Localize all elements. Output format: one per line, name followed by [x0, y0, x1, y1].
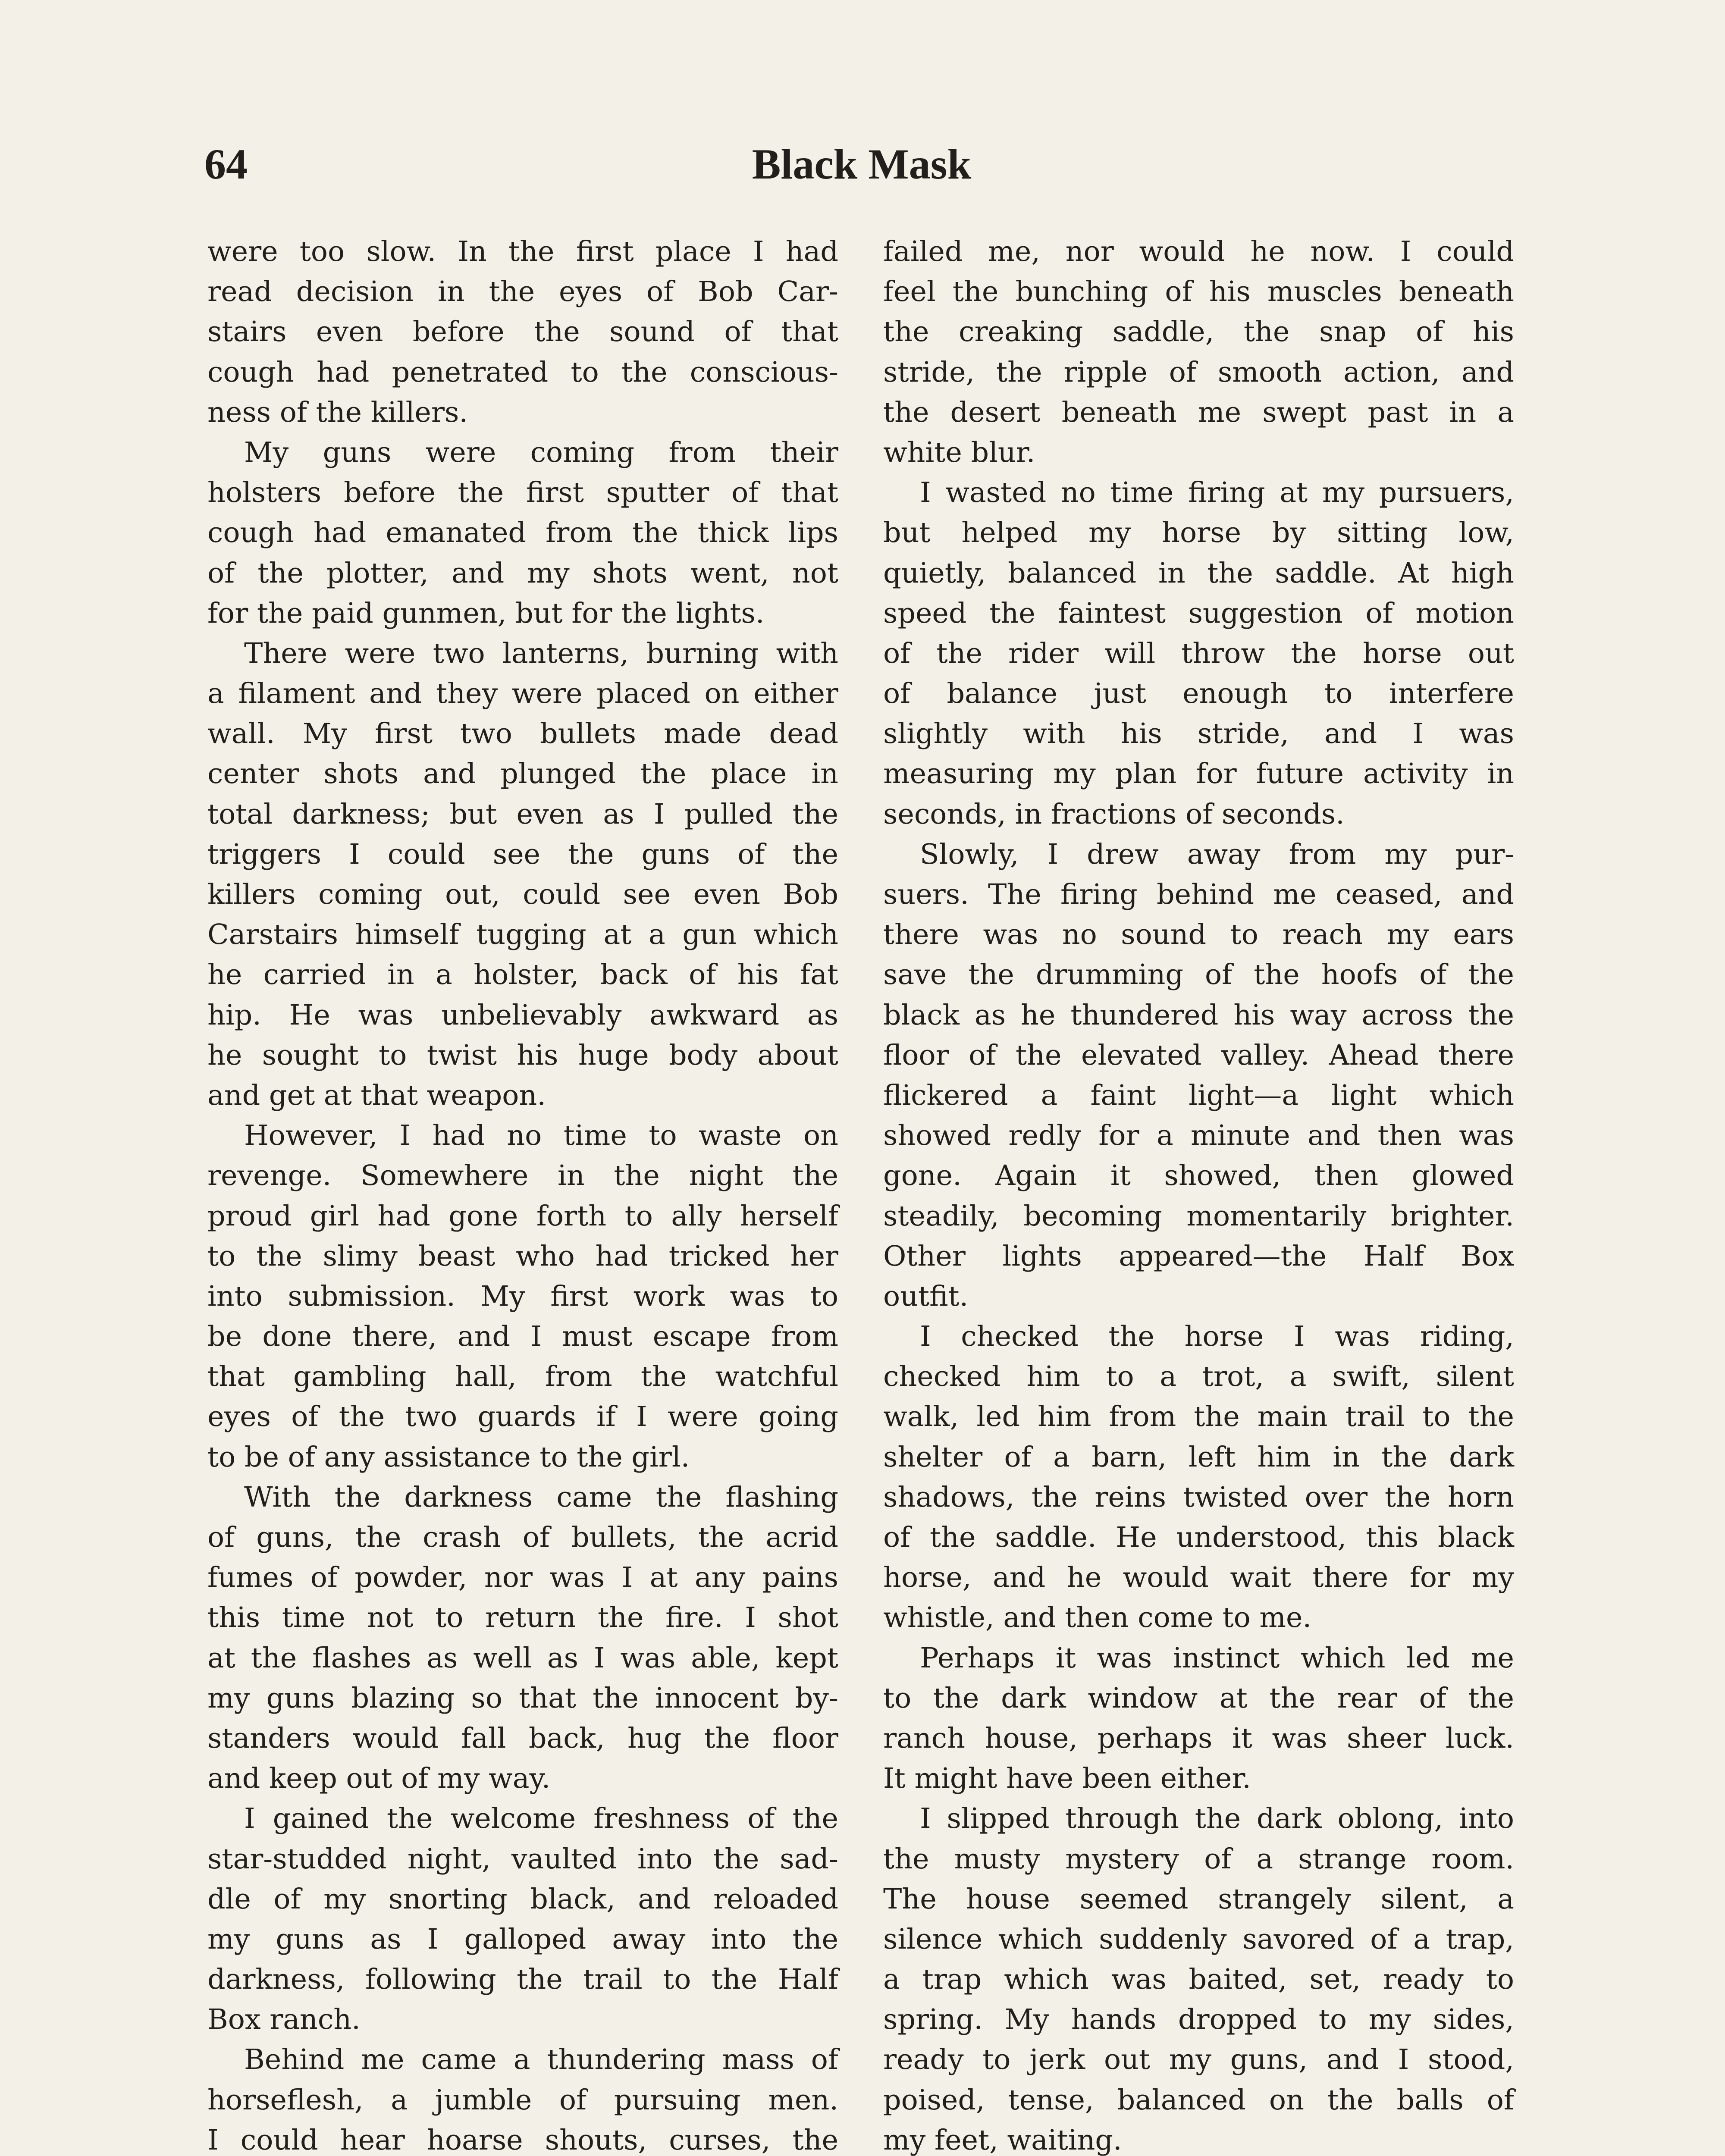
text-line: were too slow. In the first place I had: [207, 235, 838, 268]
paragraph: [207, 1477, 838, 1799]
text-line: I slipped through the dark oblong, into: [920, 1802, 1514, 1835]
text-line: read decision in the eyes of Bob Car-: [207, 276, 838, 308]
text-line: cough had penetrated to the conscious-: [207, 356, 838, 389]
paragraph: [207, 2040, 838, 2156]
text-line: suers. The firing behind me ceased, and: [883, 878, 1514, 911]
text-line: but helped my horse by sitting low,: [883, 517, 1514, 549]
text-line: triggers I could see the guns of the: [207, 838, 838, 871]
text-line: walk, led him from the main trail to the: [883, 1401, 1514, 1433]
text-line: poised, tense, balanced on the balls of: [883, 2084, 1514, 2116]
text-line: hip. He was unbelievably awkward as: [207, 999, 838, 1031]
text-line: I checked the horse I was riding,: [920, 1320, 1514, 1353]
paragraph: [207, 432, 838, 633]
text-line: failed me, nor would he now. I could: [883, 235, 1514, 268]
text-line: It might have been either.: [883, 1762, 1251, 1795]
text-line: darkness, following the trail to the Half: [207, 1963, 838, 1996]
text-line: he sought to twist his huge body about: [207, 1039, 838, 1072]
text-line: horse, and he would wait there for my: [883, 1561, 1514, 1594]
text-line: killers coming out, could see even Bob: [207, 878, 838, 911]
text-line: for the paid gunmen, but for the lights.: [207, 597, 765, 630]
text-line: slightly with his stride, and I was: [883, 718, 1514, 750]
text-line: There were two lanterns, burning with: [244, 637, 838, 670]
text-line: Other lights appeared—the Half Box: [883, 1240, 1514, 1272]
paragraph: [207, 232, 838, 432]
paragraph: [207, 633, 838, 1116]
paragraph: [883, 834, 1514, 1316]
text-line: dle of my snorting black, and reloaded: [207, 1883, 838, 1915]
text-line: a trap which was baited, set, ready to: [883, 1963, 1514, 1996]
text-line: total darkness; but even as I pulled the: [207, 798, 838, 830]
paragraph: [883, 1799, 1514, 2156]
text-line: silence which suddenly savored of a trap,: [883, 1923, 1514, 1955]
text-line: showed redly for a minute and then was: [883, 1119, 1514, 1152]
magazine-title: Black Mask: [752, 140, 972, 188]
text-line: floor of the elevated valley. Ahead there: [883, 1039, 1514, 1072]
text-line: shelter of a barn, left him in the dark: [883, 1441, 1514, 1473]
text-line: Carstairs himself tugging at a gun which: [207, 918, 838, 951]
paragraph: [883, 1638, 1514, 1799]
text-line: Perhaps it was instinct which led me: [920, 1642, 1514, 1674]
text-line: flickered a faint light—a light which: [883, 1079, 1514, 1112]
text-line: the creaking saddle, the snap of his: [883, 316, 1514, 348]
paragraph: [207, 1799, 838, 2040]
text-line: of the plotter, and my shots went, not: [207, 557, 838, 589]
text-line: this time not to return the fire. I shot: [207, 1601, 838, 1634]
text-line: to be of any assistance to the girl.: [207, 1441, 690, 1473]
text-line: measuring my plan for future activity in: [883, 758, 1514, 790]
text-line: my guns blazing so that the innocent by-: [207, 1682, 838, 1714]
text-line: ranch house, perhaps it was sheer luck.: [883, 1722, 1514, 1755]
text-line: Slowly, I drew away from my pur-: [920, 838, 1514, 871]
text-line: that gambling hall, from the watchful: [207, 1360, 838, 1393]
text-line: eyes of the two guards if I were going: [207, 1401, 838, 1433]
text-line: My guns were coming from their: [244, 436, 838, 469]
text-line: and keep out of my way.: [207, 1762, 551, 1795]
text-line: whistle, and then come to me.: [883, 1601, 1312, 1634]
text-line: outfit.: [883, 1280, 969, 1313]
text-line: fumes of powder, nor was I at any pains: [207, 1561, 838, 1594]
text-line: be done there, and I must escape from: [207, 1320, 838, 1353]
text-line: stride, the ripple of smooth action, and: [883, 356, 1514, 389]
text-line: into submission. My first work was to: [207, 1280, 838, 1313]
text-line: there was no sound to reach my ears: [883, 918, 1514, 951]
text-line: gone. Again it showed, then glowed: [883, 1159, 1514, 1192]
text-line: With the darkness came the flashing: [244, 1481, 838, 1514]
paragraph: [207, 1116, 838, 1477]
text-line: black as he thundered his way across the: [883, 999, 1514, 1031]
text-line: of guns, the crash of bullets, the acrid: [207, 1521, 838, 1554]
paragraph: [883, 473, 1514, 834]
text-line: seconds, in fractions of seconds.: [883, 798, 1345, 830]
text-line: Box ranch.: [207, 2003, 361, 2036]
text-line: ready to jerk out my guns, and I stood,: [883, 2043, 1514, 2076]
text-line: of the rider will throw the horse out: [883, 637, 1514, 670]
text-line: and get at that weapon.: [207, 1079, 546, 1112]
text-line: the desert beneath me swept past in a: [883, 396, 1514, 429]
text-line: the musty mystery of a strange room.: [883, 1843, 1514, 1875]
text-line: wall. My first two bullets made dead: [207, 718, 838, 750]
text-line: stairs even before the sound of that: [207, 316, 838, 348]
text-line: center shots and plunged the place in: [207, 758, 838, 790]
text-line: my feet, waiting.: [883, 2124, 1122, 2156]
text-line: save the drumming of the hoofs of the: [883, 959, 1514, 991]
text-line: I wasted no time firing at my pursuers,: [920, 476, 1514, 509]
text-line: he carried in a holster, back of his fat: [207, 959, 838, 991]
text-line: to the dark window at the rear of the: [883, 1682, 1514, 1714]
text-line: cough had emanated from the thick lips: [207, 517, 838, 549]
text-line: quietly, balanced in the saddle. At high: [883, 557, 1514, 589]
column-right: [883, 232, 1514, 2156]
text-line: shadows, the reins twisted over the horn: [883, 1481, 1514, 1514]
text-line: spring. My hands dropped to my sides,: [883, 2003, 1514, 2036]
text-line: holsters before the first sputter of that: [207, 476, 838, 509]
text-line: a filament and they were placed on either: [207, 677, 838, 710]
paragraph: [883, 232, 1514, 473]
text-line: my guns as I galloped away into the: [207, 1923, 838, 1955]
text-line: feel the bunching of his muscles beneath: [883, 276, 1514, 308]
text-line: However, I had no time to waste on: [244, 1119, 838, 1152]
text-line: of the saddle. He understood, this black: [883, 1521, 1514, 1554]
text-line: speed the faintest suggestion of motion: [883, 597, 1514, 630]
column-left: [207, 232, 838, 2156]
text-line: revenge. Somewhere in the night the: [207, 1159, 838, 1192]
text-line: steadily, becoming momentarily brighter.: [883, 1200, 1514, 1232]
text-line: checked him to a trot, a swift, silent: [883, 1360, 1514, 1393]
text-line: The house seemed strangely silent, a: [883, 1883, 1514, 1915]
text-line: of balance just enough to interfere: [883, 677, 1514, 710]
text-line: Behind me came a thundering mass of: [244, 2043, 838, 2076]
text-line: I could hear hoarse shouts, curses, the: [207, 2124, 838, 2156]
text-line: star-studded night, vaulted into the sad-: [207, 1843, 838, 1875]
text-line: proud girl had gone forth to ally herself: [207, 1200, 838, 1232]
paragraph: [883, 1316, 1514, 1638]
text-line: to the slimy beast who had tricked her: [207, 1240, 838, 1272]
text-line: at the flashes as well as I was able, kept: [207, 1642, 838, 1674]
text-line: horseflesh, a jumble of pursuing men.: [207, 2084, 838, 2116]
page-number: 64: [204, 140, 248, 188]
text-line: ness of the killers.: [207, 396, 468, 429]
text-line: white blur.: [883, 436, 1035, 469]
text-line: I gained the welcome freshness of the: [244, 1802, 838, 1835]
text-line: standers would fall back, hug the floor: [207, 1722, 838, 1755]
